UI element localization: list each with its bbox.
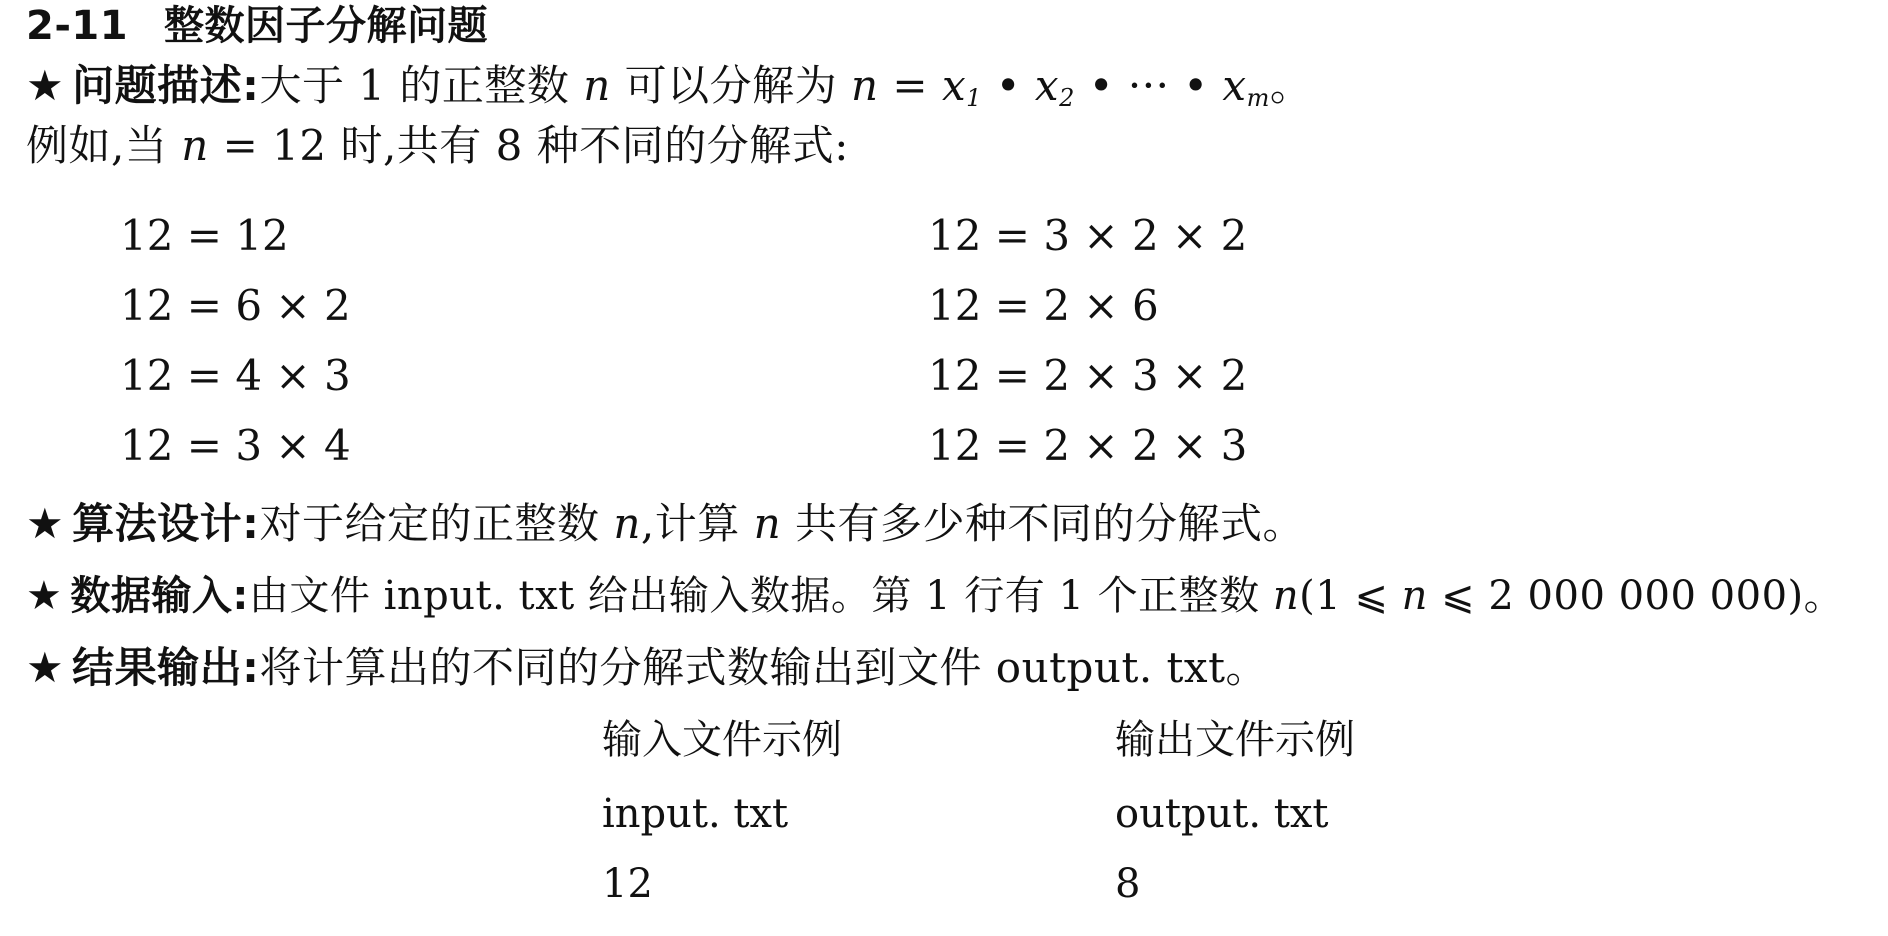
algorithm-text-a: 对于给定的正整数	[259, 499, 614, 548]
input-var-n2: n	[1401, 573, 1428, 619]
formula-x1: x	[941, 61, 967, 110]
section-title: 整数因子分解问题	[164, 3, 488, 49]
formula-dot2: •	[1074, 61, 1128, 110]
example-var-n: n	[181, 121, 209, 170]
formula-sub1: 1	[966, 84, 982, 112]
problem-text-b: 可以分解为	[610, 61, 851, 110]
factorization-item: 12 = 12	[120, 211, 289, 260]
algorithm-text-c: 共有多少种不同的分解式。	[781, 499, 1305, 548]
problem-label: 问题描述:	[72, 61, 260, 110]
formula-eq: =	[878, 61, 942, 110]
data-input	[26, 572, 1844, 620]
problem-description	[26, 62, 1312, 122]
sample-output-value: 8	[1115, 861, 1141, 907]
problem-text-a: 大于 1 的正整数	[259, 61, 584, 110]
factorization-item: 12 = 3 × 2 × 2	[928, 211, 1248, 260]
output-text: 将计算出的不同的分解式数输出到文件 output. txt。	[259, 643, 1268, 692]
formula-ellipsis: ···	[1127, 61, 1170, 110]
formula-x2: x	[1034, 61, 1060, 110]
input-label: 数据输入:	[70, 573, 249, 619]
var-n: n	[583, 61, 611, 110]
sample-input-value: 12	[602, 861, 653, 907]
star-icon: ★	[26, 61, 65, 110]
algorithm-var-n1: n	[613, 499, 641, 548]
formula-xm: x	[1222, 61, 1247, 110]
example-intro	[26, 122, 849, 170]
sample-input-heading: 输入文件示例	[602, 717, 842, 763]
factorization-item: 12 = 2 × 2 × 3	[928, 421, 1248, 470]
result-output	[26, 644, 1268, 692]
input-text-b: (1 ⩽	[1299, 573, 1402, 619]
input-text-a: 由文件 input. txt 给出输入数据。第 1 行有 1 个正整数	[248, 573, 1273, 619]
input-var-n1: n	[1272, 573, 1300, 619]
formula-dot1: •	[981, 61, 1035, 110]
formula-sub2: 2	[1059, 84, 1075, 112]
algorithm-var-n2: n	[753, 499, 782, 548]
factorization-item: 12 = 6 × 2	[120, 281, 351, 330]
output-label: 结果输出:	[72, 643, 260, 692]
star-icon: ★	[26, 643, 65, 692]
section-number: 2-11	[26, 3, 129, 49]
section-heading	[26, 2, 488, 50]
factorization-item: 12 = 4 × 3	[120, 351, 351, 400]
example-text-a: 例如,当	[26, 121, 182, 170]
sample-input-file: input. txt	[602, 791, 789, 837]
formula-end: 。	[1269, 61, 1313, 110]
input-text-c: ⩽ 2 000 000 000)。	[1427, 573, 1845, 619]
factorization-item: 12 = 2 × 6	[928, 281, 1159, 330]
algorithm-label: 算法设计:	[72, 499, 260, 548]
star-icon: ★	[26, 573, 63, 619]
formula-subm: m	[1246, 84, 1270, 112]
factorization-item: 12 = 2 × 3 × 2	[928, 351, 1248, 400]
algorithm-design	[26, 500, 1305, 548]
star-icon: ★	[26, 499, 65, 548]
factorization-item: 12 = 3 × 4	[120, 421, 351, 470]
formula-n: n	[851, 61, 879, 110]
algorithm-text-b: ,计算	[640, 499, 754, 548]
sample-output-file: output. txt	[1115, 791, 1329, 837]
example-text-b: = 12 时,共有 8 种不同的分解式:	[208, 121, 849, 170]
sample-output-heading: 输出文件示例	[1115, 717, 1355, 763]
formula-dot3: •	[1169, 61, 1223, 110]
